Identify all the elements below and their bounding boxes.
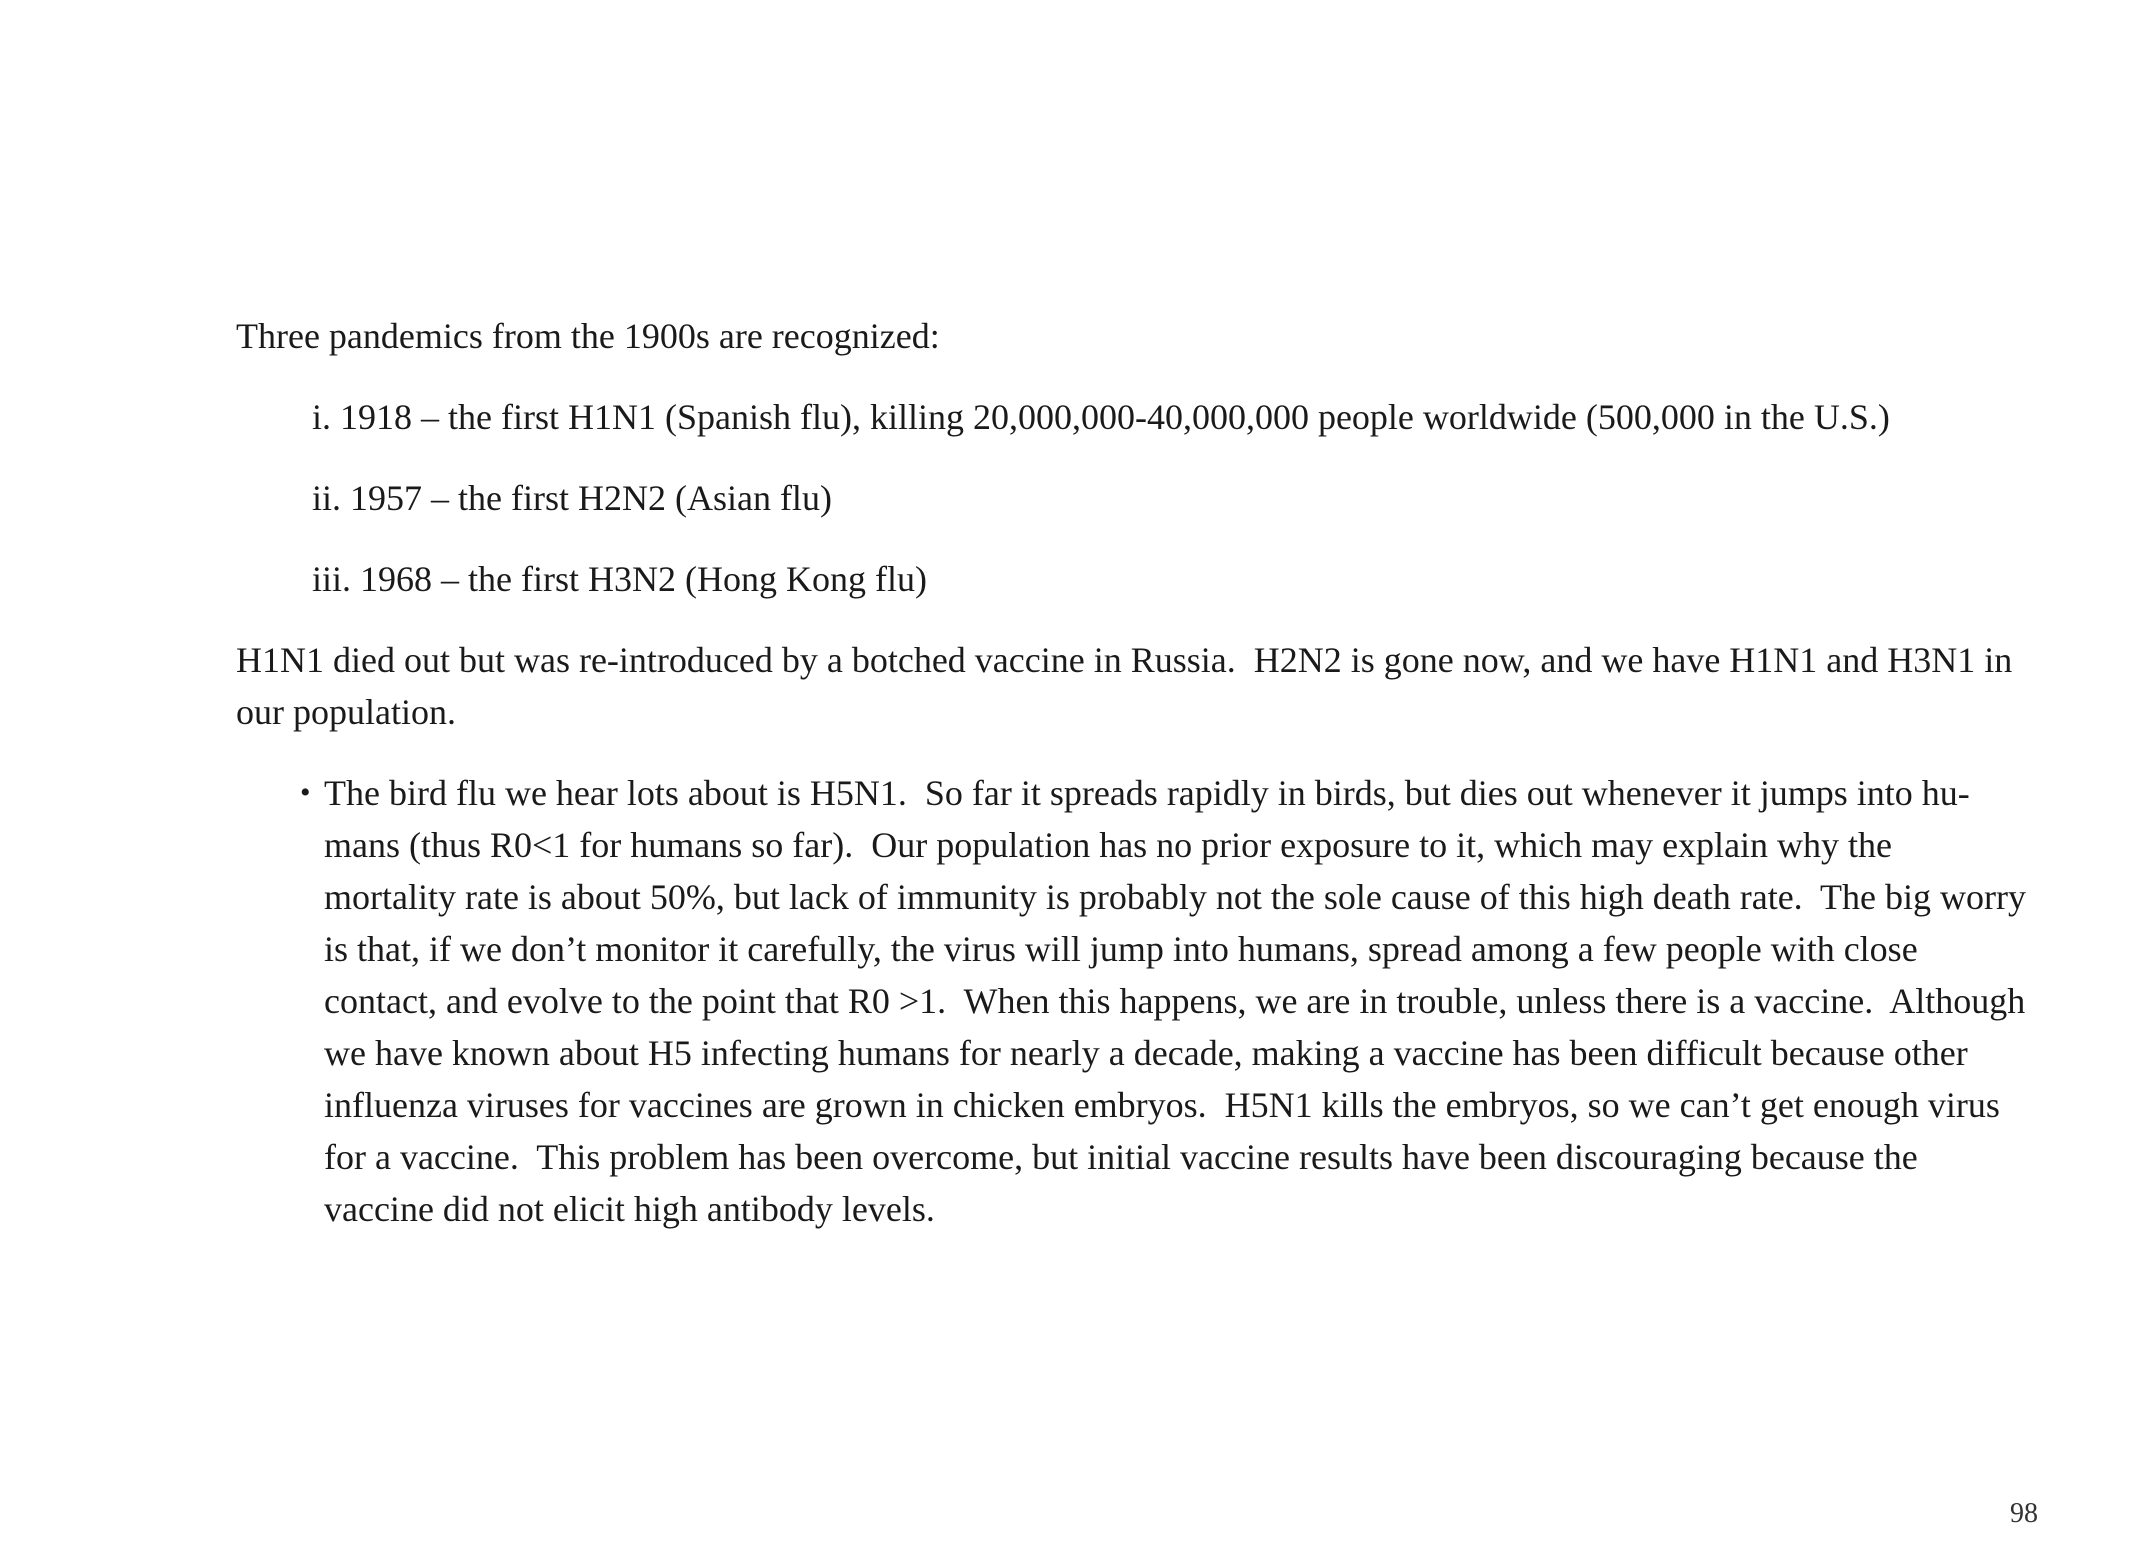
bird-flu-bullet-item <box>300 767 2026 1235</box>
h1n1-paragraph: H1N1 died out but was re-introduced by a botched vaccine in Russia. H2N2 is gone now, and we have H1N1 and H3N1 in our population. <box>236 640 2013 732</box>
page-number: 98 <box>2010 1498 2038 1529</box>
body-text <box>236 310 2026 1235</box>
pandemic-list <box>236 391 2026 605</box>
pandemic-item-1918: i. 1918 – the first H1N1 (Spanish flu), killing 20,000,000-40,000,000 people worldwide (500,000 in the U.S.) <box>312 397 1890 437</box>
pandemic-item-1957: ii. 1957 – the first H2N2 (Asian flu) <box>312 478 832 518</box>
intro-sentence: Three pandemics from the 1900s are recognized: <box>236 316 940 356</box>
bird-flu-bullet-list <box>236 767 2026 1235</box>
bullet-dot-icon: • <box>300 776 311 809</box>
bird-flu-text: The bird flu we hear lots about is H5N1. So far it spreads rapidly in birds, but dies out whenever it jumps into humans (thus R0<1 for humans so far). Our population has no prior exposure to it, which may explain why the mortality rate is about 50%, but lack of immunity is probably not the sole cause of this high death rate. The big worry is that, if we don’t monitor it carefully, the virus will jump into humans, spread among a few people with close contact, and evolve to the point that R0 >1. When this happens, we are in trouble, unless there is a vaccine. Although we have known about H5 infecting humans for nearly a decade, making a vaccine has been difficult because other influenza viruses for vaccines are grown in chicken embryos. H5N1 kills the embryos, so we can’t get enough virus for a vaccine. This problem has been overcome, but initial vaccine results have been discouraging because the vaccine did not elicit high antibody levels. <box>324 773 2026 1229</box>
pandemic-item-1968: iii. 1968 – the first H3N2 (Hong Kong flu) <box>312 559 927 599</box>
